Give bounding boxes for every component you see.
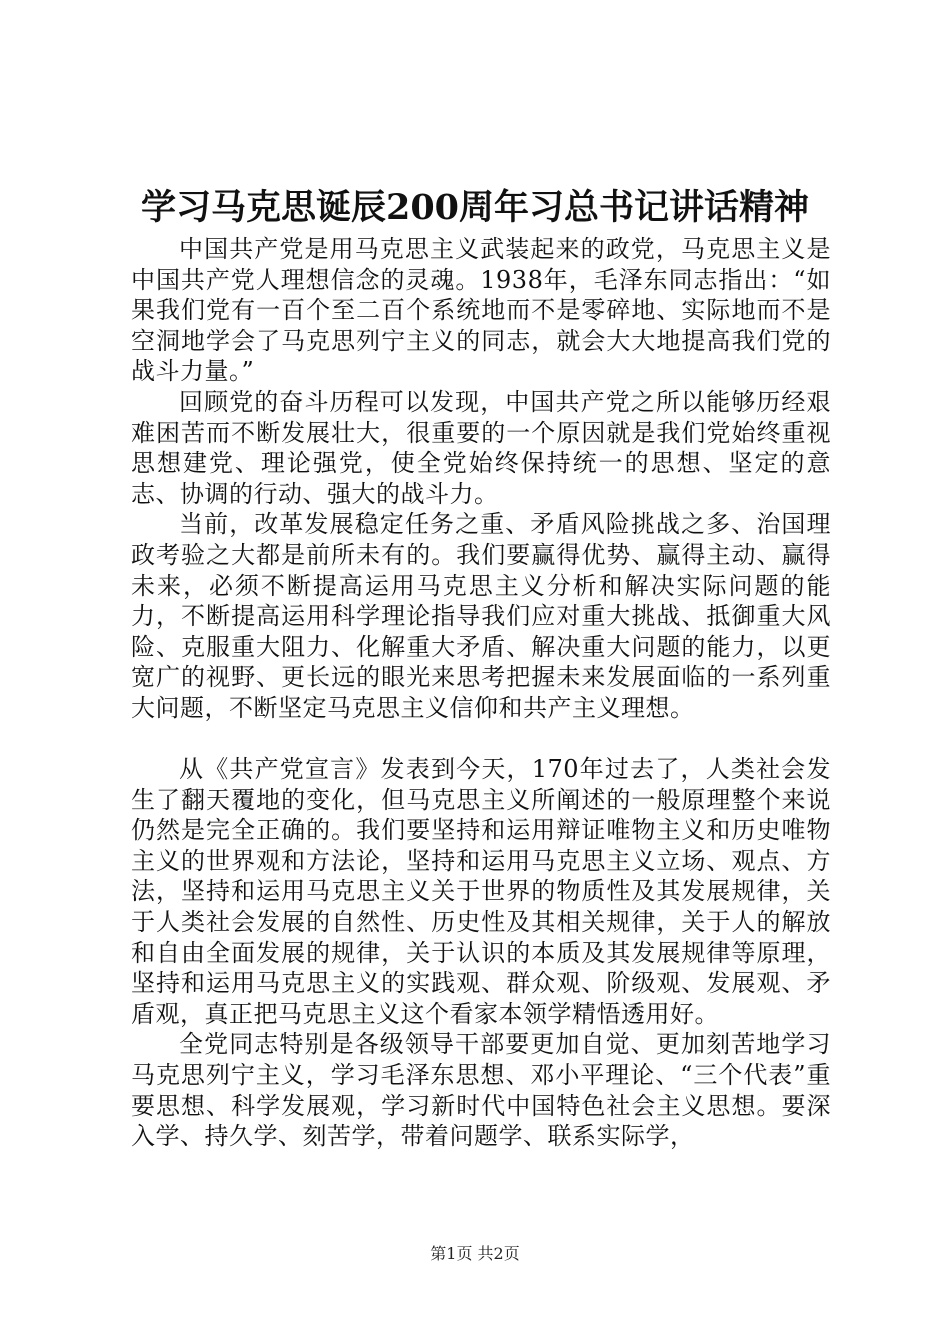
paragraph-2: 回顾党的奋斗历程可以发现，中国共产党之所以能够历经艰难困苦而不断发展壮大，很重要的一个原因就是我们党始终重视思想建党、理论强党，使全党始终保持统一的思想、坚定的意志、协调的行动、强大的战斗力。 xyxy=(131,387,831,508)
paragraph-4: 从《共产党宣言》发表到今天，170年过去了，人类社会发生了翻天覆地的变化，但马克思主义所阐述的一般原理整个来说仍然是完全正确的。我们要坚持和运用辩证唯物主义和历史唯物主义的世界观和方法论，坚持和运用马克思主义立场、观点、方法，坚持和运用马克思主义关于世界的物质性及其发展规律，关于人类社会发展的自然性、历史性及其相关规律，关于人的解放和自由全面发展的规律，关于认识的本质及其发展规律等原理，坚持和运用马克思主义的实践观、群众观、阶级观、发展观、矛盾观，真正把马克思主义这个看家本领学精悟透用好。 xyxy=(131,755,831,1028)
document-body xyxy=(131,234,831,1152)
paragraph-3: 当前，改革发展稳定任务之重、矛盾风险挑战之多、治国理政考验之大都是前所未有的。我们要赢得优势、赢得主动、赢得未来，必须不断提高运用马克思主义分析和解决实际问题的能力，不断提高运用科学理论指导我们应对重大挑战、抵御重大风险、克服重大阻力、化解重大矛盾、解决重大问题的能力，以更宽广的视野、更长远的眼光来思考把握未来发展面临的一系列重大问题，不断坚定马克思主义信仰和共产主义理想。 xyxy=(131,510,831,722)
paragraph-1: 中国共产党是用马克思主义武装起来的政党，马克思主义是中国共产党人理想信念的灵魂。1938年，毛泽东同志指出：“如果我们党有一百个至二百个系统地而不是零碎地、实际地而不是空洞地学会了马克思列宁主义的同志，就会大大地提高我们党的战斗力量。” xyxy=(131,235,831,386)
paragraph-5: 全党同志特别是各级领导干部要更加自觉、更加刻苦地学习马克思列宁主义，学习毛泽东思想、邓小平理论、“三个代表”重要思想、科学发展观，学习新时代中国特色社会主义思想。要深入学、持久学、刻苦学，带着问题学、联系实际学， xyxy=(131,1030,831,1151)
page-number-footer: 第1页 共2页 xyxy=(430,1244,520,1263)
paragraph-gap xyxy=(131,724,831,755)
document-title: 学习马克思诞辰200周年习总书记讲话精神 xyxy=(140,187,810,228)
